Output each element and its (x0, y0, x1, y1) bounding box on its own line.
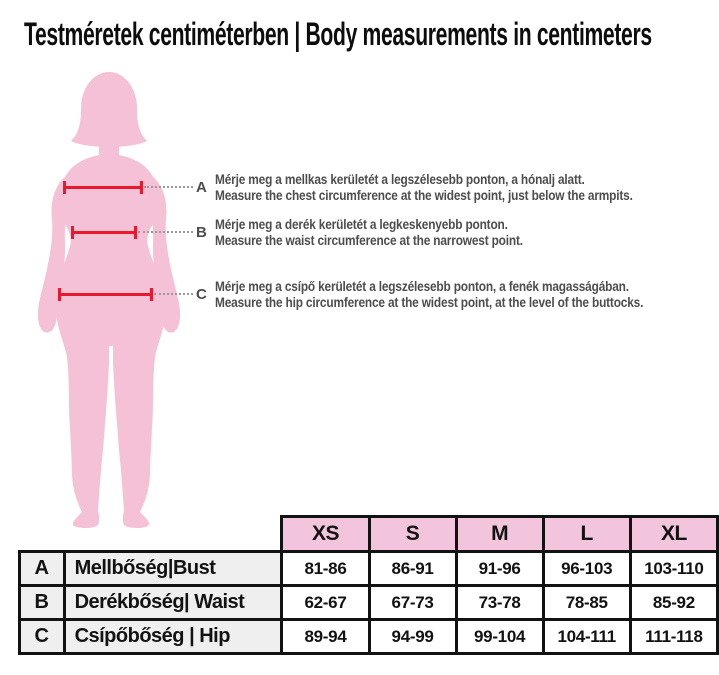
hip-xs: 89-94 (282, 620, 369, 654)
size-header-l: L (543, 517, 630, 552)
waist-annotation-hu: Mérje meg a derék kerületét a legkeskenyebb ponton. (215, 217, 508, 232)
hip-measure-tick-right (150, 288, 153, 301)
hip-l: 104-111 (543, 620, 630, 654)
bust-l: 96-103 (543, 552, 630, 586)
row-letter-hip: C (20, 620, 65, 654)
waist-s: 67-73 (369, 586, 456, 620)
hip-s: 94-99 (369, 620, 456, 654)
waist-annotation (215, 217, 523, 249)
chest-annotation-hu: Mérje meg a mellkas kerületét a legszélesebb ponton, a hónalj alatt. (215, 172, 585, 187)
row-label-bust: Mellbőség|Bust (64, 552, 282, 586)
hip-dotted-connector (154, 293, 193, 295)
hip-measure-line (60, 293, 152, 296)
page-title: Testméretek centiméterben | Body measurements in centimeters (24, 16, 652, 52)
bust-xl: 103-110 (630, 552, 717, 586)
waist-xl: 85-92 (630, 586, 717, 620)
bust-m: 91-96 (456, 552, 543, 586)
hip-annotation (215, 279, 643, 311)
chest-measure-tick-left (63, 181, 66, 194)
table-corner-spacer (20, 517, 65, 552)
chest-annotation-en: Measure the chest circumference at the widest point, just below the armpits. (215, 188, 633, 203)
silhouette-legs (56, 294, 167, 528)
table-row-waist (20, 586, 718, 620)
hip-xl: 111-118 (630, 620, 717, 654)
waist-measure-tick-right (134, 226, 137, 239)
bust-xs: 81-86 (282, 552, 369, 586)
waist-annotation-en: Measure the waist circumference at the narrowest point. (215, 233, 523, 248)
row-label-hip: Csípőbőség | Hip (64, 620, 282, 654)
female-silhouette-image (26, 70, 198, 530)
waist-measure-tick-left (71, 226, 74, 239)
row-letter-bust: A (20, 552, 65, 586)
chest-annotation (215, 172, 633, 204)
chest-measure-tick-right (140, 181, 143, 194)
row-letter-waist: B (20, 586, 65, 620)
size-header-s: S (369, 517, 456, 552)
waist-m: 73-78 (456, 586, 543, 620)
table-row-bust (20, 552, 718, 586)
size-header-xs: XS (282, 517, 369, 552)
size-table (18, 515, 719, 655)
chest-dotted-connector (144, 186, 193, 188)
size-header-m: M (456, 517, 543, 552)
row-label-waist: Derékbőség| Waist (64, 586, 282, 620)
hip-annotation-hu: Mérje meg a csípő kerületét a legszélesebb ponton, a fenék magasságában. (215, 279, 629, 294)
table-row-hip (20, 620, 718, 654)
chest-letter-label: A (196, 179, 207, 196)
bust-s: 86-91 (369, 552, 456, 586)
size-header-xl: XL (630, 517, 717, 552)
hip-measure-tick-left (58, 288, 61, 301)
waist-xs: 62-67 (282, 586, 369, 620)
hip-letter-label: C (196, 286, 207, 303)
hip-annotation-en: Measure the hip circumference at the widest point, at the level of the buttocks. (215, 295, 644, 310)
size-table-header-row (20, 517, 718, 552)
waist-measure-line (73, 231, 136, 234)
waist-dotted-connector (138, 231, 193, 233)
chest-measure-line (65, 186, 143, 189)
waist-l: 78-85 (543, 586, 630, 620)
hip-m: 99-104 (456, 620, 543, 654)
table-corner-spacer (64, 517, 282, 552)
waist-letter-label: B (196, 224, 207, 241)
